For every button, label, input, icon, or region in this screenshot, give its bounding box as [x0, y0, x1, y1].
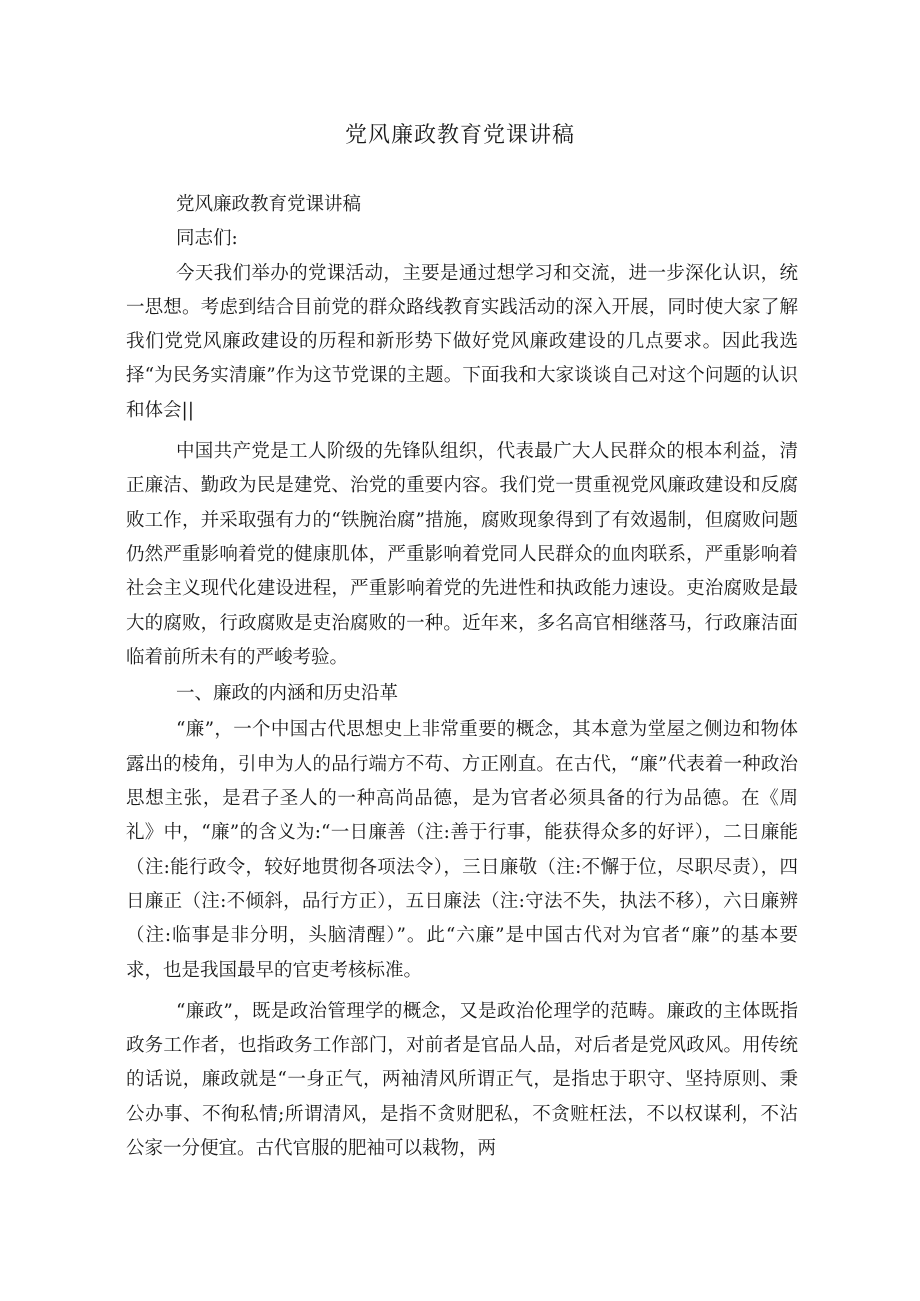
paragraph-salutation: 同志们:	[175, 228, 238, 250]
paragraph-lianzheng-definition: “廉政”，既是政治管理学的概念，又是政治伦理学的范畴。廉政的主体既指政务工作者，也指政务工作部门，对前者是官品人品，对后者是党风政风。用传统的话说，廉政就是“一身正气，两袖清风所谓正气，是指忠于职守、坚持原则、秉公办事、不徇私情;所谓清风，是指不贪财肥私，不贪赃枉法，不以权谋利，不沾公家一分便宜。古代官服的肥袖可以栽物，两	[126, 1000, 798, 1160]
paragraph-subtitle: 党风廉政教育党课讲稿	[175, 194, 361, 215]
section-heading-1: 一、廉政的内涵和历史沿革	[175, 683, 398, 705]
paragraph-lian-meaning: “廉”，一个中国古代思想史上非常重要的概念，其本意为堂屋之侧边和物体露出的棱角，引申为人的品行端方不苟、方正刚直。在古代，“廉”代表着一种政治思想主张，是君子圣人的一种高尚品德，是为官者必须具备的行为品德。在《周礼》中，“廉”的含义为:“一日廉善（注:善于行事，能获得众多的好评），二日廉能（注:能行政令，较好地贯彻各项法令），三日廉敬（注:不懈于位，尽职尽责），四日廉正（注:不倾斜，品行方正），五日廉法（注:守法不失，执法不移），六日廉辨（注:临事是非分明，头脑清醒）”。此“六廉”是中国古代对为官者“廉”的基本要求，也是我国最早的官吏考核标准。	[126, 719, 798, 981]
document-body	[126, 188, 798, 1166]
document-title: 党风廉政教育党课讲稿	[344, 123, 575, 148]
paragraph-party-background: 中国共产党是工人阶级的先锋队组织，代表最广大人民群众的根本利益，清正廉洁、勤政为民是建党、治党的重要内容。我们党一贯重视党风廉政建设和反腐败工作，并采取强有力的“铁腕治腐”措施，腐败现象得到了有效遏制，但腐败问题仍然严重影响着党的健康肌体，严重影响着党同人民群众的血肉联系，严重影响着社会主义现代化建设进程，严重影响着党的先进性和执政能力速设。吏治腐败是最大的腐败，行政腐败是吏治腐败的一种。近年来，多名高官相继落马，行政廉洁面临着前所未有的严峻考验。	[126, 441, 798, 668]
paragraph-intro: 今天我们举办的党课活动，主要是通过想学习和交流，进一步深化认识，统一思想。考虑到结合目前党的群众路线教育实践活动的深入开展，同时使大家了解我们党党风廉政建设的历程和新形势下做好党风廉政建设的几点要求。因此我选择“为民务实清廉”作为这节党课的主题。下面我和大家谈谈自己对这个问题的认识和体会||	[126, 262, 798, 421]
